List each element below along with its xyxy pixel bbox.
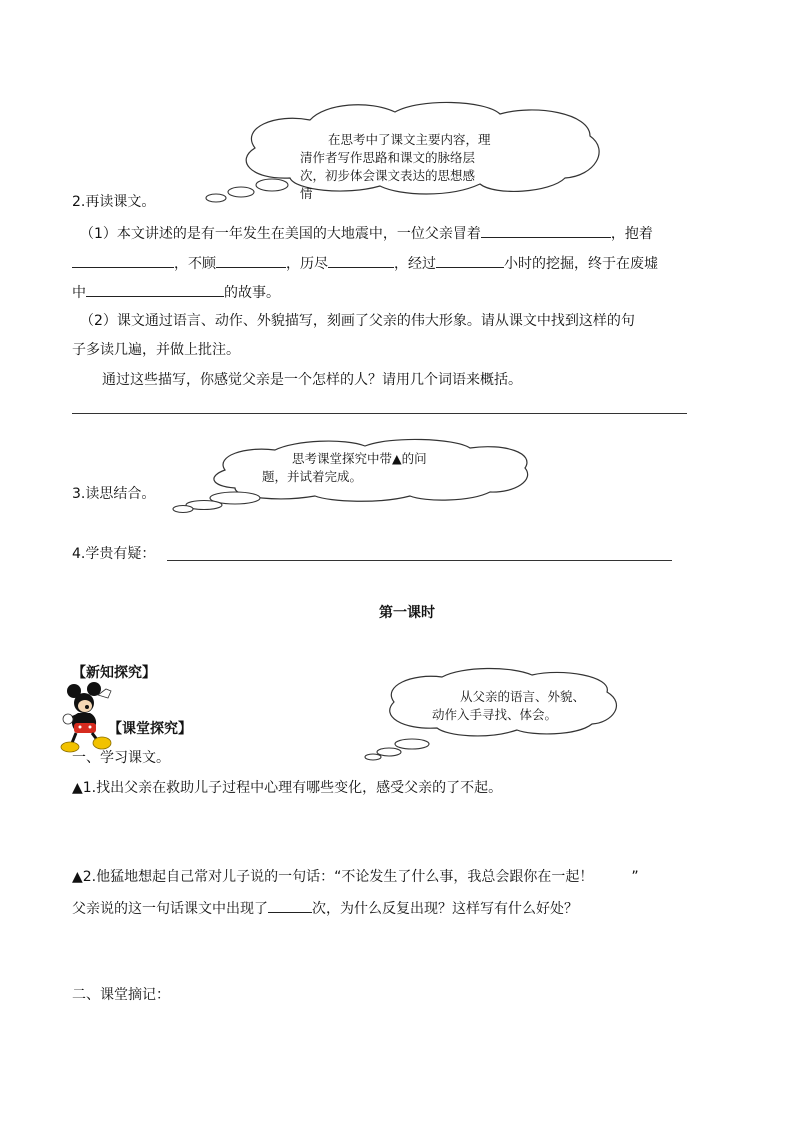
cloud-1-line: 清作者写作思路和课文的脉络层 bbox=[300, 150, 476, 165]
q2-text: 次，为什么反复出现？这样写有什么好处？ bbox=[312, 901, 578, 917]
cloud-1-line: 次，初步体会课文表达的思想感 bbox=[300, 168, 476, 183]
answer-line[interactable] bbox=[72, 413, 687, 414]
cloud-2-line: 思考课堂探究中带▲的问 bbox=[292, 451, 427, 466]
part-2-heading: 二、课堂摘记： bbox=[72, 987, 170, 1003]
q2-text: ▲2.他猛地想起自己常对儿子说的一句话：“不论发生了什么事，我总会跟你在一起！ bbox=[72, 869, 594, 885]
part-1-heading: 一、学习课文。 bbox=[72, 750, 170, 766]
q2-text: ” bbox=[631, 869, 639, 885]
lesson-title: 第一课时 bbox=[379, 605, 435, 621]
q1-text: 小时的挖掘，终于在废墟 bbox=[504, 256, 658, 272]
q1-text: （1）本文讲述的是有一年发生在美国的大地震中，一位父亲冒着 bbox=[80, 226, 481, 242]
question-2-line-3: 通过这些描写，你感觉父亲是一个怎样的人？请用几个词语来概括。 bbox=[102, 372, 522, 388]
cloud-3-line: 动作入手寻找、体会。 bbox=[432, 707, 558, 722]
fill-blank[interactable] bbox=[72, 252, 174, 268]
question-1-line-3 bbox=[72, 281, 280, 303]
question-2-line-2: 子多读几遍，并做上批注。 bbox=[72, 342, 240, 358]
section-3-heading: 3.读思结合。 bbox=[72, 486, 156, 502]
cloud-2-text bbox=[262, 450, 462, 488]
section-4-label: 4.学贵有疑： bbox=[72, 546, 156, 562]
question-1-line-1 bbox=[80, 222, 653, 244]
q1-text: 的故事。 bbox=[224, 285, 280, 301]
fill-blank[interactable] bbox=[216, 252, 286, 268]
fill-blank[interactable] bbox=[328, 252, 394, 268]
class-explore-heading: 【课堂探究】 bbox=[108, 721, 192, 737]
fill-blank[interactable] bbox=[481, 222, 611, 238]
part-1-question-2-line-2 bbox=[72, 897, 578, 919]
fill-blank[interactable] bbox=[86, 281, 224, 297]
cloud-3-line: 从父亲的语言、外貌、 bbox=[460, 689, 586, 704]
cloud-3-text bbox=[432, 688, 612, 726]
question-1-line-2 bbox=[72, 252, 658, 274]
new-knowledge-heading: 【新知探究】 bbox=[72, 665, 156, 681]
q1-text: ，历尽 bbox=[286, 256, 328, 272]
fill-blank[interactable] bbox=[268, 897, 312, 913]
q1-text: ，不顾 bbox=[174, 256, 216, 272]
cloud-1-line: 情 bbox=[300, 186, 313, 201]
section-2-heading: 2.再读课文。 bbox=[72, 194, 156, 210]
q1-text: 中 bbox=[72, 285, 86, 301]
q2-text: 父亲说的这一句话课文中出现了 bbox=[72, 901, 268, 917]
question-answer-line[interactable] bbox=[167, 560, 672, 561]
question-2-line-1: （2）课文通过语言、动作、外貌描写，刻画了父亲的伟大形象。请从课文中找到这样的句 bbox=[80, 313, 635, 329]
cloud-1-line: 在思考中了课文主要内容，理 bbox=[328, 132, 491, 147]
q1-text: ，抱着 bbox=[610, 226, 653, 242]
cloud-2-line: 题，并试着完成。 bbox=[262, 469, 363, 484]
cloud-1-text bbox=[300, 131, 510, 201]
part-1-question-1: ▲1.找出父亲在救助儿子过程中心理有哪些变化，感受父亲的了不起。 bbox=[72, 780, 503, 796]
q1-text: ，经过 bbox=[394, 256, 436, 272]
fill-blank[interactable] bbox=[436, 252, 504, 268]
part-1-question-2-line-1 bbox=[72, 867, 639, 887]
